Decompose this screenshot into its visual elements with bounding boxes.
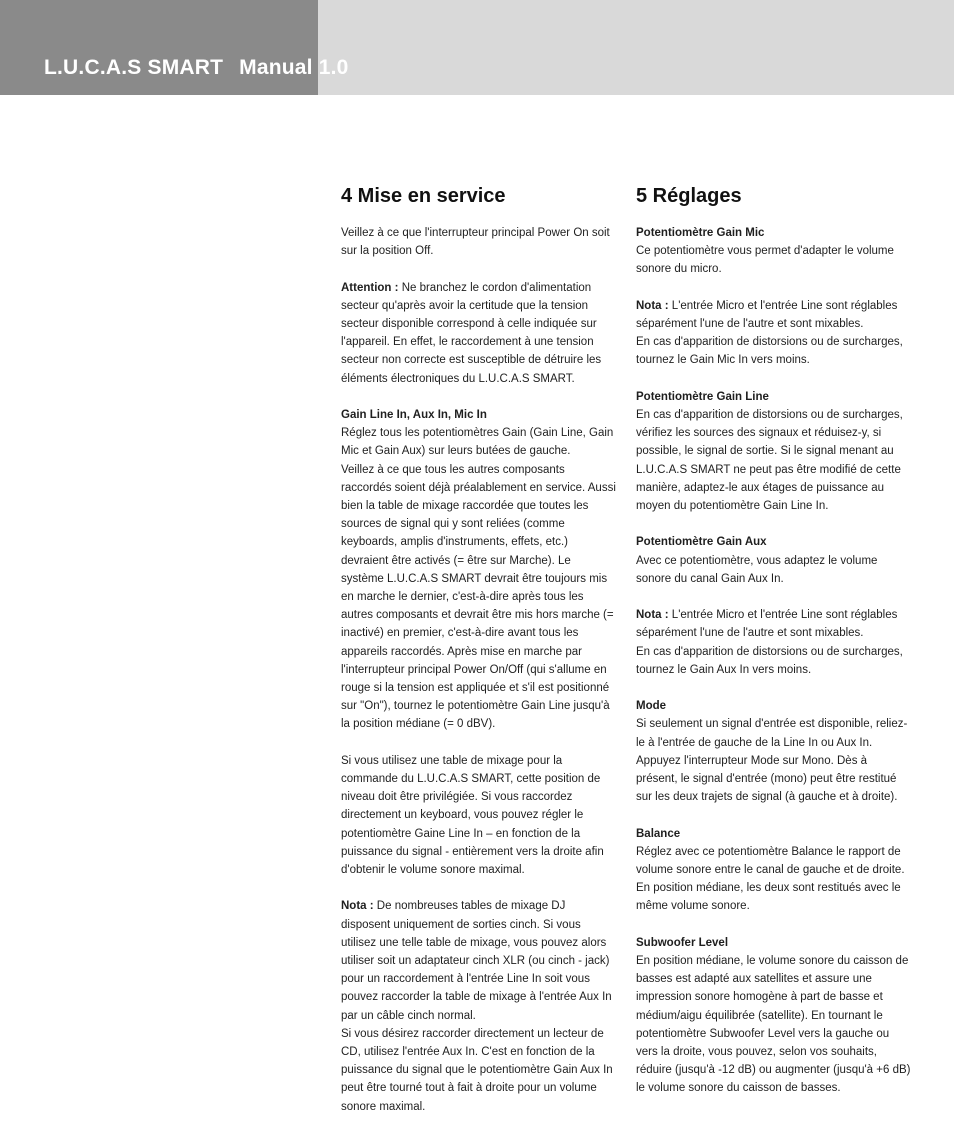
subsection-label: Subwoofer Level: [636, 936, 729, 949]
nota-paragraph: [341, 897, 616, 1024]
paragraph: Réglez avec ce potentiomètre Balance le rapport de volume sonore entre le canal de gauche et de droite. En position médiane, les deux sont restitués avec le même volume sonore.: [636, 845, 905, 913]
gain-line-subsection: [636, 388, 911, 515]
product-name: L.U.C.A.S SMART: [44, 56, 224, 79]
gain-subsection: [341, 406, 616, 461]
nota-text: L'entrée Micro et l'entrée Line sont réglables séparément l'une de l'autre et sont mixables.: [636, 609, 898, 640]
nota-label: Nota :: [341, 900, 374, 913]
nota-label: Nota :: [636, 299, 669, 312]
nota-paragraph: [636, 606, 911, 642]
paragraph: Veillez à ce que l'interrupteur principal Power On soit sur la position Off.: [341, 227, 610, 258]
paragraph: En position médiane, le volume sonore du caisson de basses est adapté aux satellites et assure une impression sonore homogène à part de basse et médium/aigu équilibrée (satellite). En tournant le potentiomètre Subwoofer Level vers la gauche ou vers la droite, vous pouvez, selon vos souhaits, réduire (jusqu'à -12 dB) ou augmenter (jusqu'à +6 dB) le volume sonore du caisson de basses.: [636, 955, 911, 1095]
subsection-label: Balance: [636, 827, 681, 840]
paragraph: Si vous désirez raccorder directement un lecteur de CD, utilisez l'entrée Aux In. C'est en fonction de la puissance du signal que le potentiomètre Gain Aux In peut être tourné tout à fait à droite pour un volume sonore maximal.: [341, 1027, 613, 1113]
paragraph: Avec ce potentiomètre, vous adaptez le volume sonore du canal Gain Aux In.: [636, 554, 878, 585]
subwoofer-subsection: [636, 934, 911, 1098]
page-title: [44, 56, 349, 80]
manual-version: Manual 1.0: [239, 56, 349, 79]
paragraph: Si seulement un signal d'entrée est disponible, reliez-le à l'entrée de gauche de la Line In ou Aux In. Appuyez l'interrupteur Mode sur Mono. Dès à présent, le signal d'entrée (mono) peut être restitué sur les deux trajets de signal (à gauche et à droite).: [636, 718, 908, 804]
paragraph: Réglez tous les potentiomètres Gain (Gain Line, Gain Mic et Gain Aux) sur leurs butées de gauche.: [341, 427, 614, 458]
attention-label: Attention :: [341, 281, 399, 294]
gain-mic-subsection: [636, 224, 911, 279]
nota-text: L'entrée Micro et l'entrée Line sont réglables séparément l'une de l'autre et sont mixables.: [636, 299, 898, 330]
balance-subsection: [636, 825, 911, 916]
subsection-label: Mode: [636, 700, 667, 713]
nota-label: Nota :: [636, 609, 669, 622]
section-heading: 5 Réglages: [636, 185, 742, 207]
paragraph: En cas d'apparition de distorsions ou de surcharges, vérifiez les sources des signaux et réduisez-y, si possible, le signal de sortie. Si le signal menant au L.U.C.A.S SMART ne peut pas être modifié de cette manière, adaptez-le aux étages de puissance au moyen du potentiomètre Gain Line In.: [636, 409, 903, 513]
nota-paragraph: [636, 297, 911, 333]
subsection-label: Potentiomètre Gain Line: [636, 390, 769, 403]
section-reglages: [636, 182, 911, 1098]
subsection-label: Potentiomètre Gain Aux: [636, 536, 767, 549]
nota-text: De nombreuses tables de mixage DJ disposent uniquement de sorties cinch. Si vous utilisez une telle table de mixage, vous pouvez alors utiliser soit un adaptateur cinch XLR (ou cinch - jack) pour un raccordement à l'entrée Line In soit vous pouvez raccorder la table de mixage à l'entrée Aux In par un câble cinch normal.: [341, 900, 612, 1022]
section-heading: 4 Mise en service: [341, 185, 506, 207]
paragraph: Veillez à ce que tous les autres composants raccordés soient déjà préalablement en service. Aussi bien la table de mixage raccordée que toutes les sources de signal qui y sont reliées (comme keyboards, amplis d'instruments, effets, etc.) devraient être activés (= être sur Marche). Le système L.U.C.A.S SMART devrait être toujours mis en marche le dernier, c'est-à-dire après tous les autres composants et devrait être mis hors marche (= inactivé) en premier, c'est-à-dire avant tous les appareils raccordés. Après mise en marche par l'interrupteur principal Power On/Off (qui s'allume en rouge si la tension est appliquée et s'il est positionné sur "On"), tournez le potentiomètre Gain Line jusqu'à la position médiane (= 0 dBV).: [341, 463, 616, 731]
subsection-label: Potentiomètre Gain Mic: [636, 227, 765, 239]
header-title-block: [0, 0, 318, 95]
paragraph: En cas d'apparition de distorsions ou de surcharges, tournez le Gain Mic In vers moins.: [636, 336, 903, 367]
paragraph: En cas d'apparition de distorsions ou de surcharges, tournez le Gain Aux In vers moins.: [636, 645, 903, 676]
attention-paragraph: [341, 279, 616, 388]
paragraph: Ce potentiomètre vous permet d'adapter le volume sonore du micro.: [636, 245, 894, 276]
attention-text: Ne branchez le cordon d'alimentation secteur qu'après avoir la certitude que la tension secteur disponible correspond à celle indiquée sur l'appareil. En effet, le raccordement à une tension secteur non correcte est susceptible de détruire les éléments électroniques du L.U.C.A.S SMART.: [341, 281, 602, 385]
mode-subsection: [636, 697, 911, 806]
subsection-label: Gain Line In, Aux In, Mic In: [341, 409, 487, 421]
paragraph: Si vous utilisez une table de mixage pour la commande du L.U.C.A.S SMART, cette position de niveau doit être privilégiée. Si vous raccordez directement un keyboard, vous pouvez régler le potentiomètre Gaine Line In – en fonction de la puissance du signal - entièrement vers la droite afin d'obtenir le volume sonore maximal.: [341, 754, 604, 877]
section-mise-en-service: [341, 182, 616, 1116]
gain-aux-subsection: [636, 533, 911, 588]
